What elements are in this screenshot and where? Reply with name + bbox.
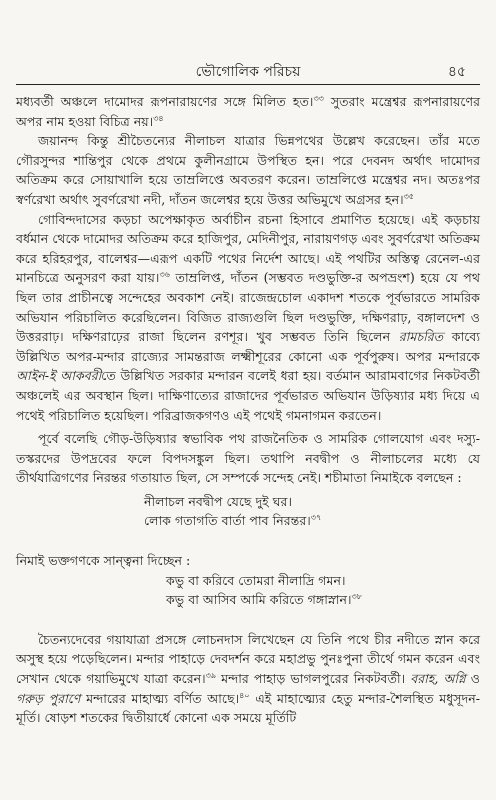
paragraph-3-text: গোবিন্দদাসের কড়চা অপেক্ষাকৃত অর্বাচীন রচনা হিসাবে প্রমাণিত হয়েছে। এই কড়চায় বর্ধমান থেকে দামোদর অতিক্রম করে হাজিপুর, মেদিনীপুর, নারায়ণগড় এবং সুবর্ণরেখা অতিক্রম করে হরিহরপুর, বালেশ্বর—এরূপ একটি পথের নির্দেশ আছে। এই পথটির অস্তিত্ব রেনেল-এর মানচিত্রে অনুসরণ করা যায়। — [16, 211, 480, 286]
paragraph-3-text-cont: কাব্যে উল্লিখিত অপর-মন্দার রাজ্যের সামন্তরাজ লক্ষ্মীশূরের কোনো এক পূর্বপুরুষ। অপর মন্দারকে — [16, 329, 480, 364]
verse-block-2 — [166, 571, 480, 610]
footnote-ref: ৩৮ — [351, 592, 362, 602]
paragraph-1-text: মধ্যবর্তী অঞ্চলে দামোদর রূপনারায়ণের সঙ্গে মিলিত হত। — [16, 94, 314, 109]
paragraph-3-text-cont: তে উল্লিখিত সরকার মন্দারন বলেই ধরা হয়। বর্তমান আরামবাগের নিকটবর্তী অঞ্চলেই এর অবস্থান ছিল। দাক্ষিণাত্যের রাজাদের পূর্বভারত অভিযান উড়িষ্যার মধ্য দিয়ে এ পথেই পরিচালিত হয়েছিল। পরিব্রাজকগণও এই পথেই গমনাগমন করতেন। — [16, 368, 481, 423]
paragraph-1-text-cont: সুতরাং মন্ত্রেশ্বর রূপনারায়ণের অপর নাম হওয়া বিচিত্র নয়। — [16, 94, 481, 129]
verse-line — [166, 571, 480, 591]
verse-line — [166, 590, 480, 610]
footnote-ref: ৩৯ — [205, 670, 217, 680]
paragraph-2-text: জয়ানন্দ কিন্তু শ্রীচৈতন্যের নীলাচল যাত্রার ভিন্নপথের উল্লেখ করেছেন। তাঁর মতে গৌরসুন্দর শান্তিপুর থেকে প্রথমে কুলীনগ্রামে উপস্থিত হন। পরে দেবনদ অর্থাৎ দামোদর অতিক্রম করে সোয়াখালি হয়ে তাম্রলিপ্তে অবতরণ করেন। তাম্রলিপ্তে মন্ত্রেশ্বর নদ। অতঃপর স্বর্ণরেখা অর্থাৎ সুবর্ণরেখা নদী, দাঁতন জলেশ্বর হয়ে উত্তর অভিমুখে অগ্রসর হন। — [16, 133, 480, 207]
paragraph-1 — [16, 92, 480, 131]
paragraph-6 — [16, 630, 480, 728]
book-title-ain-i-akbari: আইন-ই আকবরী — [16, 368, 102, 384]
book-title-puranas: বরাহ, অগ্নি — [410, 671, 466, 687]
verse-line-text: কভু বা আসিব আমি করিতে গঙ্গাস্নান। — [166, 592, 352, 608]
paragraph-6-text-cont: এই মাহাত্ম্যের হেতু মন্দার-শৈলস্থিত মধুসূদন-মূর্তি। ষোড়শ শতকের দ্বিতীয়ার্ধে কোনো এক সময়ে মূর্তিটি — [16, 690, 480, 726]
footnote-ref: ৩৩ — [313, 93, 324, 103]
book-title-ramcharit: রামচরিত — [398, 329, 444, 345]
body-text — [16, 92, 480, 728]
footnote-ref: ৩৭ — [310, 513, 322, 523]
verse-line — [144, 511, 480, 531]
footnote-ref: ৩৪ — [153, 113, 164, 123]
verse-line-text: লোক গতাগতি বার্তা পাব নিরন্তর। — [144, 513, 311, 529]
paragraph-3-text-cont: তাম্রলিপ্ত, দাঁতন (সম্ভবত দণ্ডভুক্তি-র অপভ্রংশ) হয়ে যে পথ ছিল তার প্রাচীনত্বে সন্দেহের অবকাশ নেই। রাজেন্দ্রচোল একাদশ শতকে পূর্বভারতে সামরিক অভিযান পরিচালিত করেছিলেন। বিজিত রাজ্যগুলি ছিল দণ্ডভুক্তি, দক্ষিণরাঢ়, বঙ্গালদেশ ও উত্তররাঢ়। দক্ষিণরাঢ়ের রাজা ছিলেন রণশূর। খুব সম্ভবত তিনি ছিলেন — [16, 270, 481, 345]
verse-line-text: কভু বা করিবে তোমরা নীলাদ্রি গমন। — [166, 572, 346, 588]
paragraph-4 — [16, 429, 480, 488]
header-rule — [16, 84, 480, 85]
footnote-ref: ৩৬ — [159, 270, 170, 280]
page-number: ৪৫ — [447, 64, 466, 80]
verse-block-1 — [144, 492, 480, 531]
paragraph-6-text-cont: ও — [465, 671, 480, 687]
footnote-ref: ৩৫ — [403, 191, 415, 201]
verse-line — [144, 492, 480, 512]
paragraph-6-text-cont: মন্দারের মাহাত্ম্য বর্ণিত আছে। — [80, 690, 240, 706]
paragraph-6-text: চৈতন্যদেবের গয়াযাত্রা প্রসঙ্গে লোচনদাস লিখেছেন যে তিনি পথে চীর নদীতে স্নান করে অসুস্থ হয়ে পড়েছিলেন। মন্দার পাহাড়ে দেবদর্শন করে মহাপ্রভু পুনঃপুনা তীর্থে গমন করেন এবং সেখান থেকে গয়াভিমুখে যাত্রা করেন। — [16, 631, 480, 687]
running-header — [0, 62, 496, 84]
paragraph-4-text: পূর্বে বলেছি গৌড়-উড়িষ্যার স্বভাবিক পথ রাজনৈতিক ও সামরিক গোলযোগ এবং দস্যু-তস্করদের উপদ্রবের ফলে বিপদসঙ্কুল ছিল। তথাপি নবদ্বীপ ও নীলাচলের মধ্যে যে তীর্থযাত্রিগণের নিরন্তর গতায়াত ছিল, সে সম্পর্কে সন্দেহ নেই। শচীমাতা নিমাইকে বলছেন : — [16, 431, 480, 486]
paragraph-2 — [16, 131, 480, 209]
paragraph-6-text-cont: মন্দার পাহাড় ভাগলপুরের নিকটবর্তী। — [216, 671, 411, 687]
footnote-ref: ৪০ — [239, 690, 250, 700]
verse-line-text: নীলাচল নবদ্বীপ যেছে দুই ঘর। — [144, 493, 292, 509]
paragraph-3 — [16, 210, 480, 426]
chapter-title: ভৌগোলিক পরিচয় — [195, 64, 301, 80]
paragraph-5 — [16, 551, 480, 571]
paragraph-5-text: নিমাই ভক্তগণকে সান্ত্বনা দিচ্ছেন : — [16, 553, 191, 569]
book-title-garuda-purana: গরুড় পুরাণে — [16, 690, 81, 706]
